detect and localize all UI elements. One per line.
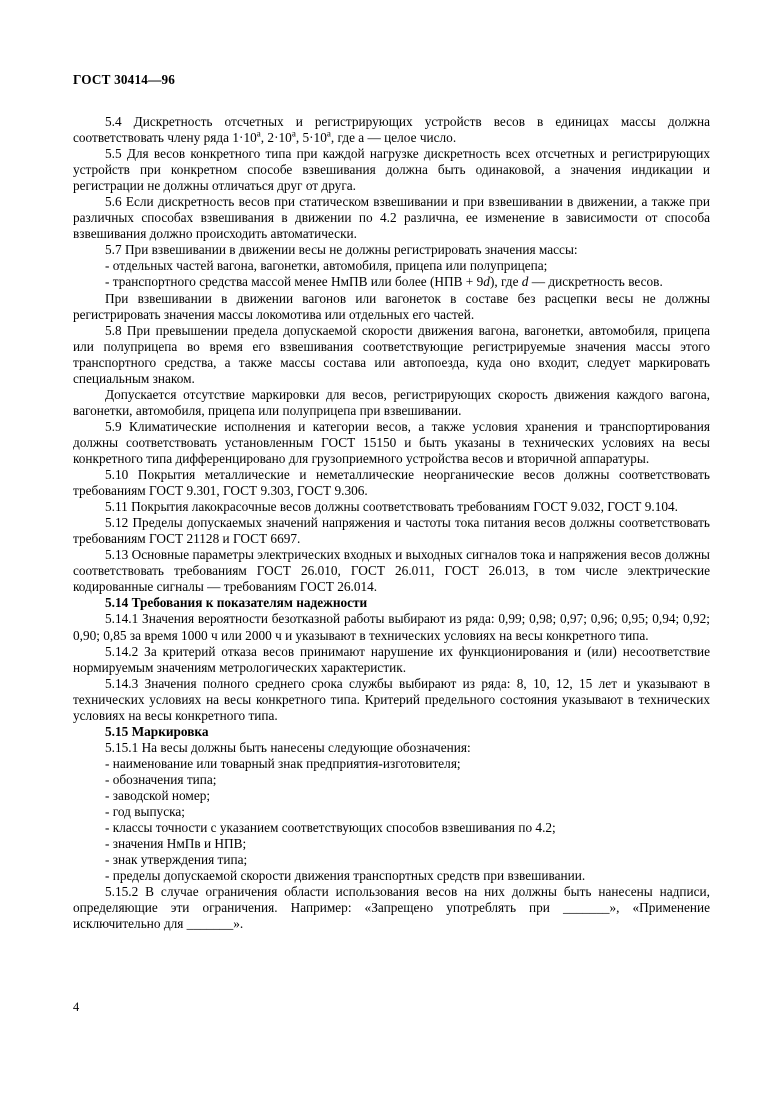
paragraph: 5.10 Покрытия металлические и неметаллические неорганические весов должны соответствовать требованиям ГОСТ 9.301, ГОСТ 9.303, ГОСТ 9.306. xyxy=(73,467,710,499)
list-item: - наименование или товарный знак предприятия-изготовителя; xyxy=(105,755,461,771)
list-item: - отдельных частей вагона, вагонетки, автомобиля, прицепа или полуприцепа; xyxy=(105,258,548,274)
list-item: - пределы допускаемой скорости движения транспортных средств при взвешивании. xyxy=(105,868,586,884)
section-heading: 5.14 Требования к показателям надежности xyxy=(105,595,368,611)
document-header-standard-number: ГОСТ 30414—96 xyxy=(73,72,176,87)
paragraph: При взвешивании в движении вагонов или вагонеток в составе без расцепки весы не должны регистрировать значения массы локомотива или отдельных его частей. xyxy=(73,290,710,322)
document-body xyxy=(73,114,710,932)
paragraph: 5.5 Для весов конкретного типа при каждой нагрузке дискретность всех отсчетных и регистрирующих устройств при конкретном способе взвешивания должна быть одинаковой, а значения индикации и регистрации не должны отличаться друг от друга. xyxy=(73,146,710,194)
paragraph: 5.15.1 На весы должны быть нанесены следующие обозначения: xyxy=(105,739,471,755)
list-item: - значения НмПв и НПВ; xyxy=(105,836,247,852)
paragraph: 5.13 Основные параметры электрических входных и выходных сигналов тока и напряжения весов должны соответствовать требованиям ГОСТ 26.010, ГОСТ 26.011, ГОСТ 26.013, в том числе электрические кодированные сигналы — требованиям ГОСТ 26.014. xyxy=(73,547,710,595)
paragraph: 5.9 Климатические исполнения и категории весов, а также условия хранения и транспортирования должны соответствовать установленным ГОСТ 15150 и быть указаны в технических условиях на весы конкретного типа дифференцировано для грузоприемного устройства весов и вторичной аппаратуры. xyxy=(73,418,710,466)
paragraph: 5.8 При превышении предела допускаемой скорости движения вагона, вагонетки, автомобиля, прицепа или полуприцепа во время его взвешивания соответствующие регистрируемые значения массы этого транспортного средства, а также массы состава или автопоезда, куда оно входит, следует маркировать специальным знаком. xyxy=(73,322,710,386)
list-item: - обозначения типа; xyxy=(105,771,217,787)
list-item: - знак утверждения типа; xyxy=(105,852,248,868)
list-item: - заводской номер; xyxy=(105,787,211,803)
paragraph: 5.12 Пределы допускаемых значений напряжения и частоты тока питания весов должны соответствовать требованиям ГОСТ 21128 и ГОСТ 6697. xyxy=(73,515,710,547)
paragraph: 5.4 Дискретность отсчетных и регистрирующих устройств весов в единицах массы должна соответствовать члену ряда $1\cdot 10^а$, $2\cdot 10^а$, $5\cdot 10^а$, где а — целое число. xyxy=(73,114,710,146)
paragraph: 5.11 Покрытия лакокрасочные весов должны соответствовать требованиям ГОСТ 9.032, ГОСТ 9.104. xyxy=(105,499,678,515)
page-number: 4 xyxy=(73,1000,80,1014)
paragraph: 5.15.2 В случае ограничения области использования весов на них должны быть нанесены надписи, определяющие эти ограничения. Например: «Запрещено употреблять при _______», «Применение исключительно для _______». xyxy=(73,884,710,932)
list-item: - транспортного средства массой менее НмПВ или более (НПВ + 9d), где d — дискретность весов. xyxy=(105,274,663,290)
section-heading: 5.15 Маркировка xyxy=(105,723,209,739)
paragraph: 5.14.1 Значения вероятности безотказной работы выбирают из ряда: 0,99; 0,98; 0,97; 0,96; 0,95; 0,94; 0,92; 0,90; 0,85 за время 1000 ч или 2000 ч и указывают в технических условиях на весы конкретного типа. xyxy=(73,611,710,643)
list-item: - год выпуска; xyxy=(105,804,185,820)
page-content xyxy=(73,72,710,932)
paragraph: 5.6 Если дискретность весов при статическом взвешивании и при взвешивании в движении, а также при различных способах взвешивания в движении по 4.2 различна, ее изменение в зависимости от способа взвешивания должно происходить автоматически. xyxy=(73,194,710,242)
paragraph: Допускается отсутствие маркировки для весов, регистрирующих скорость движения каждого вагона, вагонетки, автомобиля, прицепа или полуприцепа при взвешивании. xyxy=(73,386,710,418)
paragraph: 5.14.2 За критерий отказа весов принимают нарушение их функционирования и (или) несоответствие нормируемым значениям метрологических характеристик. xyxy=(73,643,710,675)
paragraph: 5.14.3 Значения полного среднего срока службы выбирают из ряда: 8, 10, 12, 15 лет и указывают в технических условиях на весы конкретного типа. Критерий предельного состояния указывают в технических условиях на весы конкретного типа. xyxy=(73,675,710,723)
list-item: - классы точности с указанием соответствующих способов взвешивания по 4.2; xyxy=(105,820,556,836)
paragraph: 5.7 При взвешивании в движении весы не должны регистрировать значения массы: xyxy=(105,242,578,258)
